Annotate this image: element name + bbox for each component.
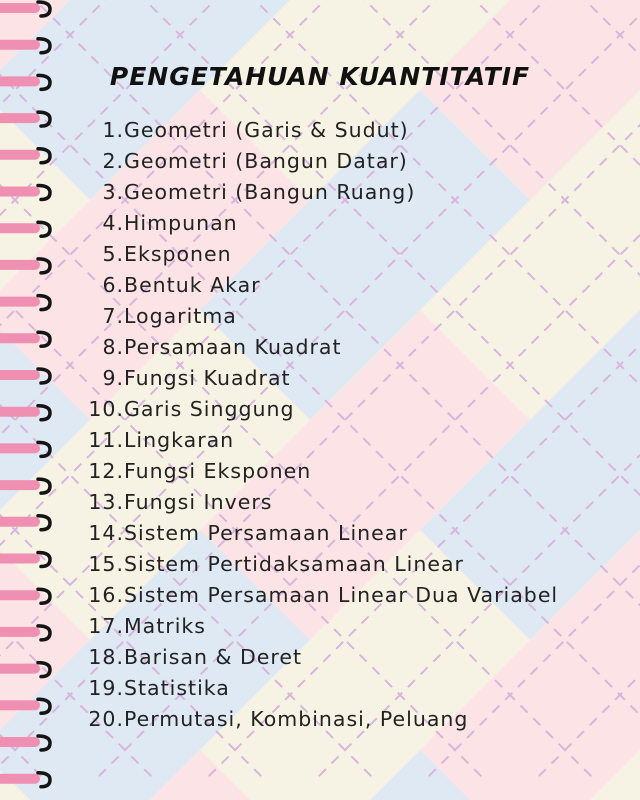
list-item-label: Geometri (Bangun Ruang) xyxy=(124,180,416,204)
list-item-number: 14. xyxy=(88,521,124,545)
list-item xyxy=(72,301,558,332)
list-item-number: 7. xyxy=(102,304,124,328)
list-item-label: Sistem Persamaan Linear Dua Variabel xyxy=(124,583,559,607)
list-item-number: 3. xyxy=(102,180,124,204)
list-item-number: 20. xyxy=(88,707,124,731)
list-item-number: 9. xyxy=(102,366,124,390)
spiral-binding xyxy=(0,0,70,800)
list-item-label: Statistika xyxy=(124,676,230,700)
list-item-number: 18. xyxy=(88,645,124,669)
list-item-label: Sistem Persamaan Linear xyxy=(124,521,408,545)
list-item-number: 12. xyxy=(88,459,124,483)
list-item-label: Lingkaran xyxy=(124,428,235,452)
list-item-label: Fungsi Invers xyxy=(124,490,273,514)
list-item-number: 15. xyxy=(88,552,124,576)
list-item-number: 4. xyxy=(102,211,124,235)
list-item-label: Geometri (Garis & Sudut) xyxy=(124,118,409,142)
list-item xyxy=(72,115,558,146)
list-item-number: 17. xyxy=(88,614,124,638)
list-item xyxy=(72,704,558,735)
list-item xyxy=(72,363,558,394)
list-item xyxy=(72,394,558,425)
list-item-number: 13. xyxy=(88,490,124,514)
topic-list xyxy=(72,115,558,735)
list-item xyxy=(72,332,558,363)
list-item-label: Eksponen xyxy=(124,242,232,266)
list-item-label: Bentuk Akar xyxy=(124,273,261,297)
list-item-number: 10. xyxy=(88,397,124,421)
list-item xyxy=(72,425,558,456)
list-item xyxy=(72,518,558,549)
list-item xyxy=(72,549,558,580)
list-item-number: 2. xyxy=(102,149,124,173)
list-item-label: Logaritma xyxy=(124,304,237,328)
page-title: PENGETAHUAN KUANTITATIF xyxy=(109,62,531,91)
list-item-label: Himpunan xyxy=(124,211,238,235)
list-item-label: Matriks xyxy=(124,614,206,638)
list-item-number: 6. xyxy=(102,273,124,297)
list-item-label: Fungsi Eksponen xyxy=(124,459,312,483)
list-item-number: 19. xyxy=(88,676,124,700)
list-item-label: Sistem Pertidaksamaan Linear xyxy=(124,552,464,576)
list-item-number: 5. xyxy=(102,242,124,266)
list-item xyxy=(72,487,558,518)
list-item-label: Persamaan Kuadrat xyxy=(124,335,342,359)
list-item-label: Fungsi Kuadrat xyxy=(124,366,291,390)
list-item xyxy=(72,611,558,642)
list-item xyxy=(72,642,558,673)
list-item-number: 8. xyxy=(102,335,124,359)
list-item xyxy=(72,270,558,301)
list-item xyxy=(72,177,558,208)
list-item xyxy=(72,580,558,611)
list-item-number: 1. xyxy=(102,118,124,142)
list-item-label: Geometri (Bangun Datar) xyxy=(124,149,408,173)
list-item xyxy=(72,208,558,239)
list-item-label: Permutasi, Kombinasi, Peluang xyxy=(124,707,469,731)
list-item xyxy=(72,239,558,270)
list-item xyxy=(72,673,558,704)
list-item-label: Barisan & Deret xyxy=(124,645,303,669)
list-item xyxy=(72,146,558,177)
list-item-number: 11. xyxy=(88,428,124,452)
list-item-label: Garis Singgung xyxy=(124,397,295,421)
list-item-number: 16. xyxy=(88,583,124,607)
list-item xyxy=(72,456,558,487)
